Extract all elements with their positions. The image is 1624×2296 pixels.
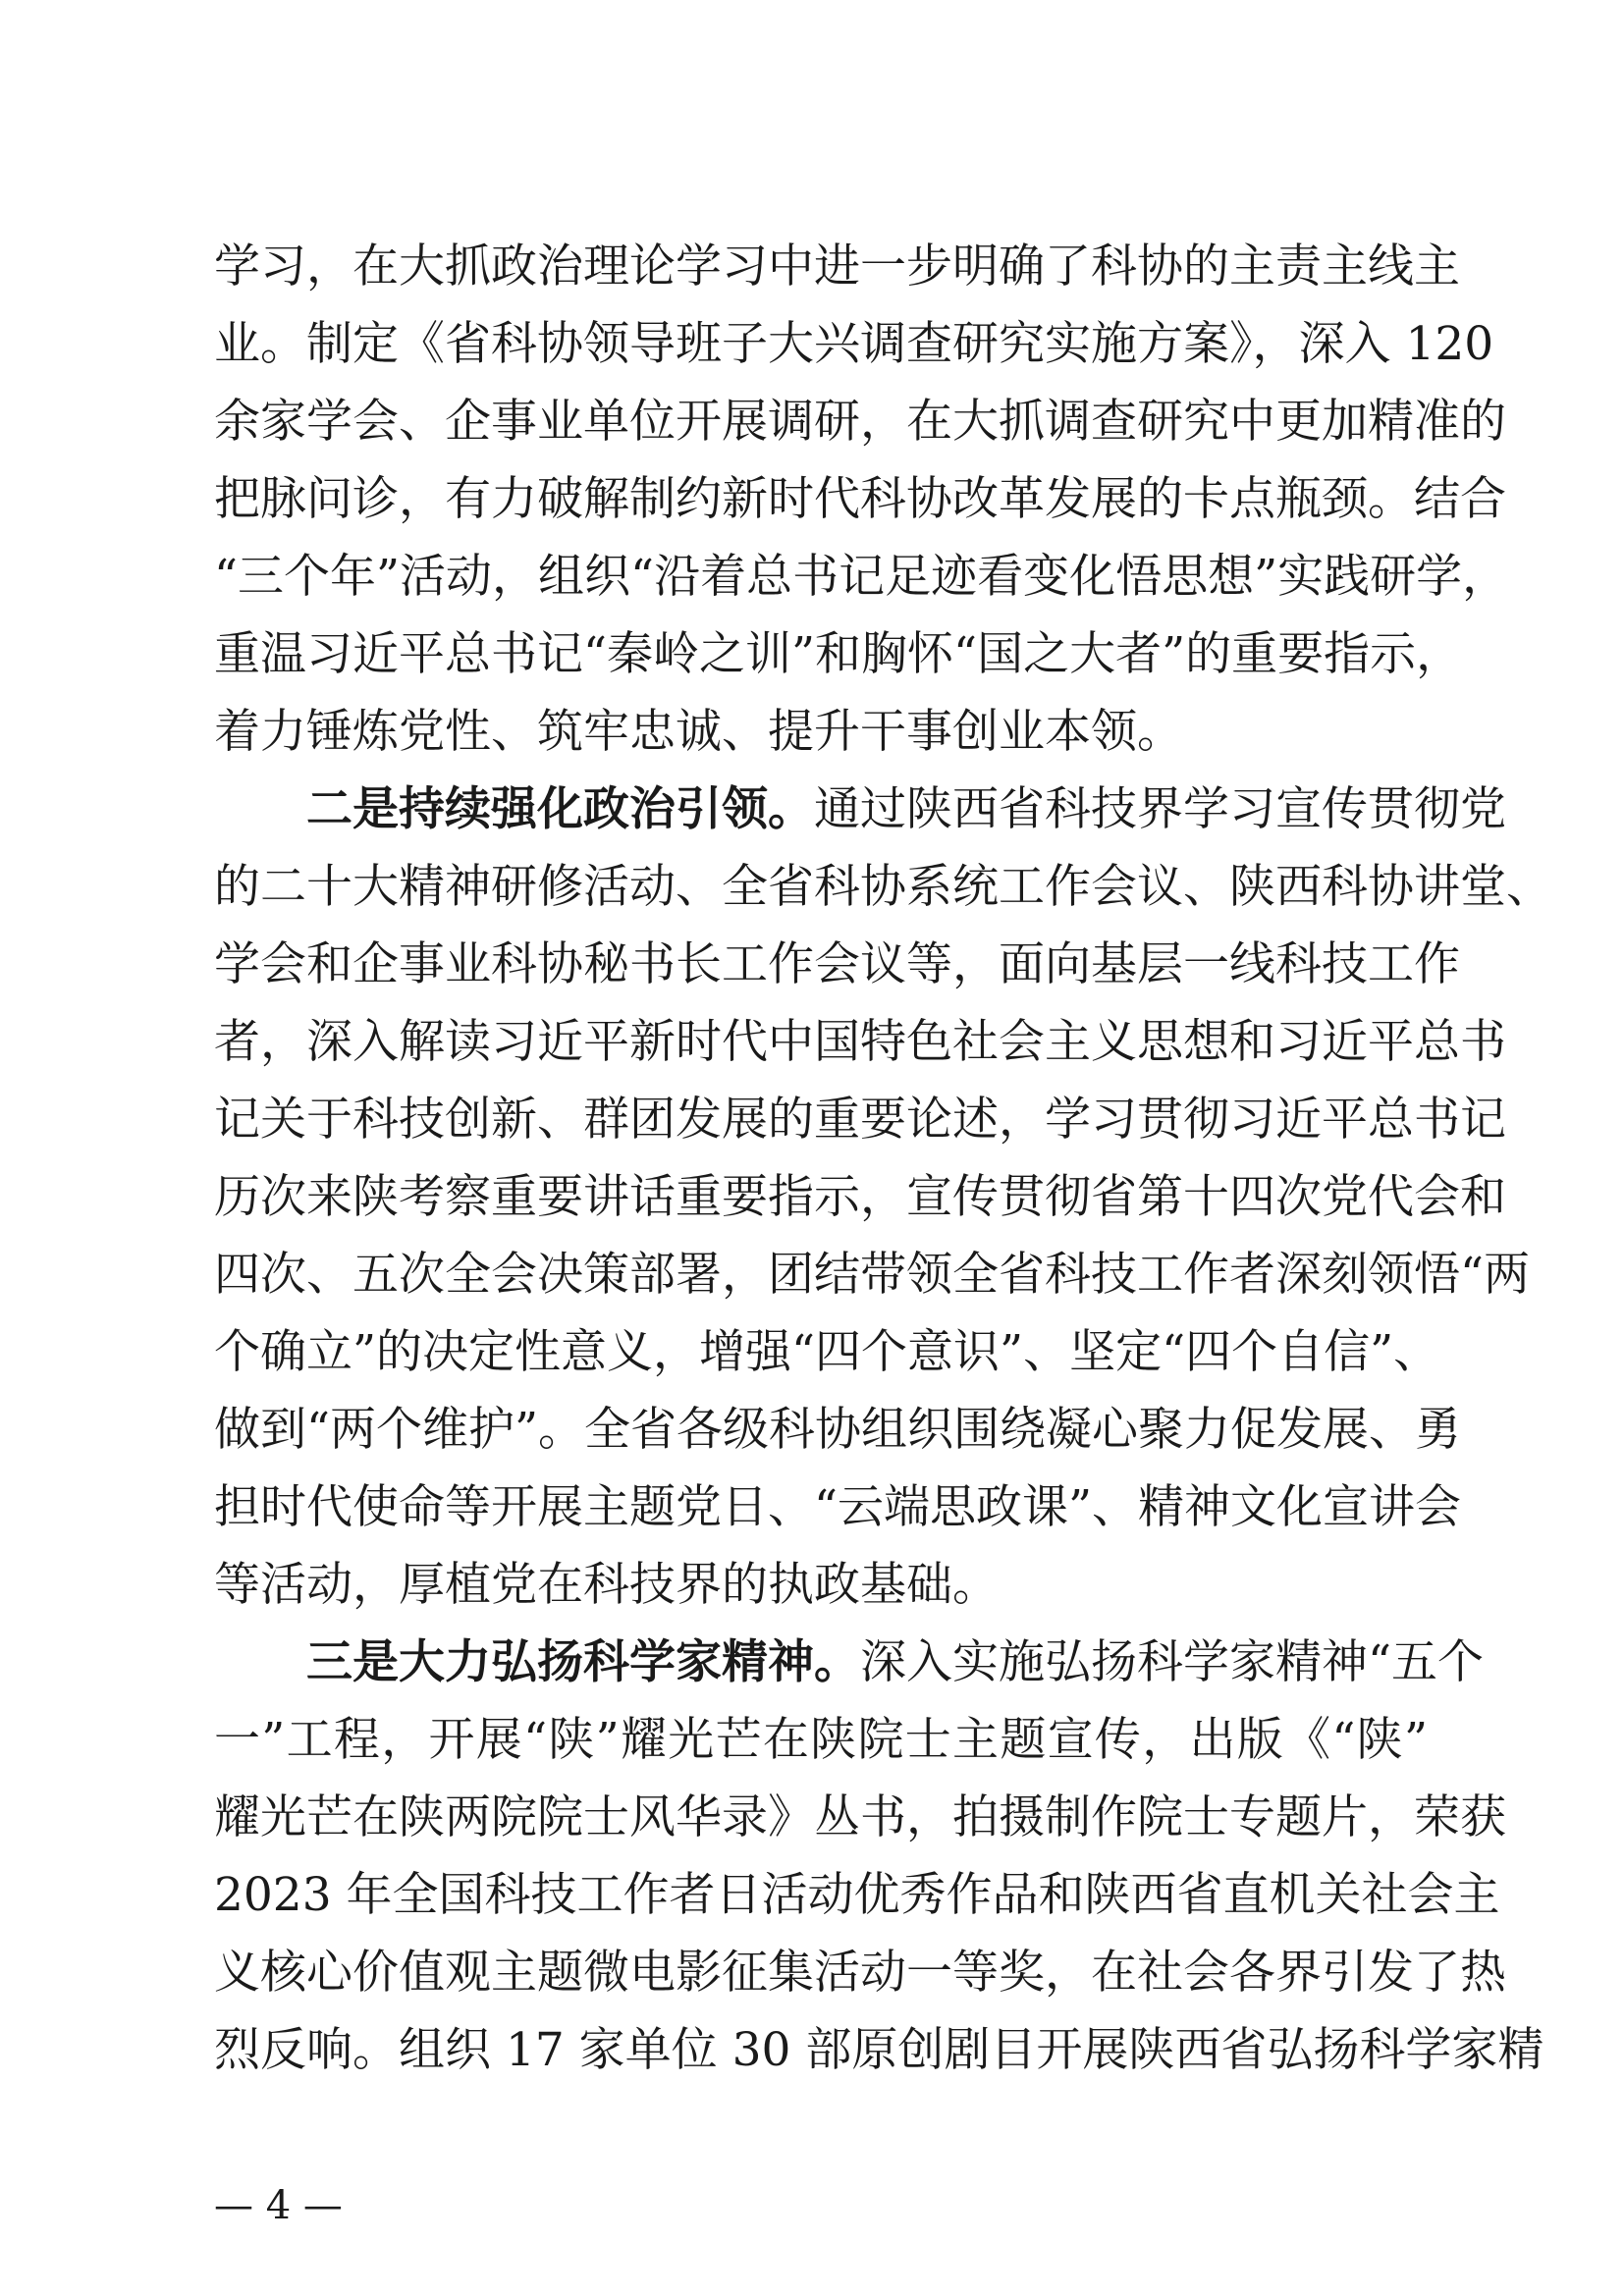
text-line: 业。制定《省科协领导班子大兴调查研究实施方案》，深入 120 <box>214 317 1494 371</box>
text-line: 2023 年全国科技工作者日活动优秀作品和陕西省直机关社会主 <box>214 1868 1500 1922</box>
text-line: 烈反响。组织 17 家单位 30 部原创剧目开展陕西省弘扬科学家精 <box>214 2023 1544 2077</box>
text-line: 着力锤炼党性、筑牢忠诚、提升干事创业本领。 <box>214 705 1183 759</box>
text-span: 深入实施弘扬科学家精神“五个 <box>860 1635 1485 1689</box>
text-line: 个确立”的决定性意义，增强“四个意识”、坚定“四个自信”、 <box>214 1325 1440 1379</box>
text-line: “三个年”活动，组织“沿着总书记足迹看变化悟思想”实践研学， <box>214 550 1509 604</box>
text-line: 余家学会、企事业单位开展调研，在大抓调查研究中更加精准的 <box>214 395 1506 449</box>
section-heading: 二是持续强化政治引领。 <box>306 782 814 836</box>
text-line: 耀光芒在陕两院院士风华录》丛书，拍摄制作院士专题片，荣获 <box>214 1790 1506 1844</box>
text-line: 者，深入解读习近平新时代中国特色社会主义思想和习近平总书 <box>214 1015 1506 1069</box>
body-text <box>214 228 1552 2089</box>
page-number: — 4 — <box>214 2183 343 2228</box>
paragraph-first-line <box>214 771 1506 848</box>
text-line: 记关于科技创新、群团发展的重要论述，学习贯彻习近平总书记 <box>214 1093 1506 1147</box>
text-line: 重温习近平总书记“秦岭之训”和胸怀“国之大者”的重要指示， <box>214 627 1463 681</box>
text-line: 担时代使命等开展主题党日、“云端思政课”、精神文化宣讲会 <box>214 1480 1462 1534</box>
text-line: 等活动，厚植党在科技界的执政基础。 <box>214 1558 999 1612</box>
text-line: 的二十大精神研修活动、全省科协系统工作会议、陕西科协讲堂、 <box>214 860 1552 914</box>
text-line: 义核心价值观主题微电影征集活动一等奖，在社会各界引发了热 <box>214 1946 1506 2000</box>
text-line: 历次来陕考察重要讲话重要指示，宣传贯彻省第十四次党代会和 <box>214 1170 1506 1224</box>
text-line: 做到“两个维护”。全省各级科协组织围绕凝心聚力促发展、勇 <box>214 1403 1462 1457</box>
text-span: 通过陕西省科技界学习宣传贯彻党 <box>814 782 1506 836</box>
text-line: 把脉问诊，有力破解制约新时代科协改革发展的卡点瓶颈。结合 <box>214 472 1506 526</box>
text-line: 学会和企事业科协秘书长工作会议等，面向基层一线科技工作 <box>214 937 1460 991</box>
section-heading: 三是大力弘扬科学家精神。 <box>306 1635 860 1689</box>
text-line: 一”工程，开展“陕”耀光芒在陕院士主题宣传，出版《“陕” <box>214 1713 1428 1767</box>
paragraph-first-line <box>214 1624 1485 1701</box>
text-line: 学习，在大抓政治理论学习中进一步明确了科协的主责主线主 <box>214 240 1460 294</box>
text-line: 四次、五次全会决策部署，团结带领全省科技工作者深刻领悟“两 <box>214 1248 1531 1302</box>
